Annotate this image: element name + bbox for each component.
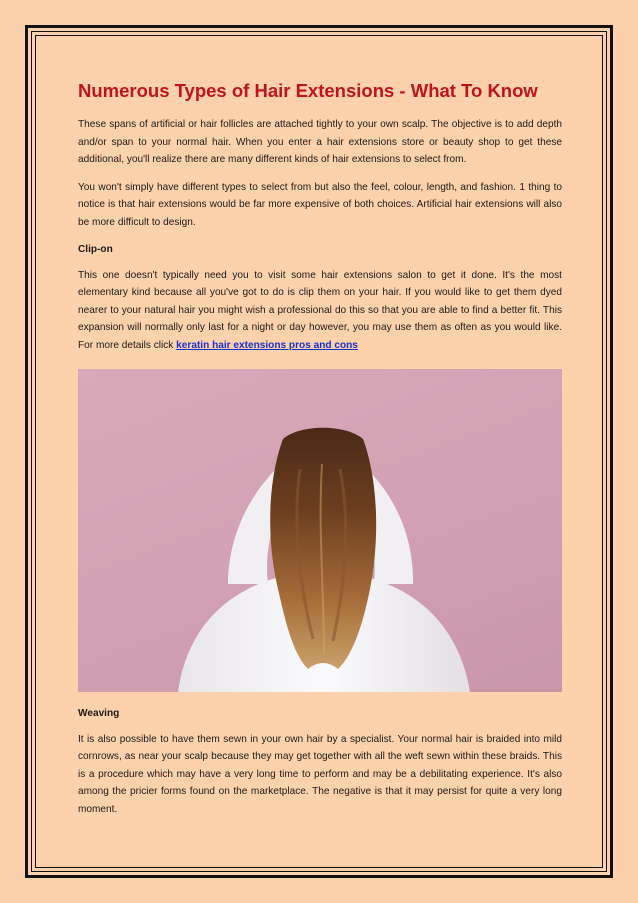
clipon-text: This one doesn't typically need you to visit some hair extensions salon to get it done. It's the most elementary kind because all you've got to do is clip them on your hair. If you would like to get them dyed nearer to your natural hair you might wish a professional do this so that you are able to find a better fit. This expansion will normally only last for a night or day however, you may use them as often as you would like. For more details click xyxy=(78,269,562,351)
intro-paragraph-2: You won't simply have different types to select from but also the feel, colour, length, and fashion. 1 thing to notice is that hair extensions would be far more expensive of both choices. Artificial hair extensions will also be more difficult to design. xyxy=(78,181,562,228)
keratin-link[interactable]: keratin hair extensions pros and cons xyxy=(176,339,358,351)
intro-paragraph-1: These spans of artificial or hair follicles are attached tightly to your own scalp. The objective is to add depth and/or span to your normal hair. When you enter a hair extensions store or beauty shop to get these additional, you'll realize there are many different kinds of hair extensions to select from. xyxy=(78,119,562,166)
article-title: Numerous Types of Hair Extensions - What To Know xyxy=(78,80,538,101)
clipon-paragraph xyxy=(78,267,562,355)
article xyxy=(78,80,562,829)
weaving-paragraph: It is also possible to have them sewn in your own hair by a specialist. Your normal hair is braided into mild cornrows, as near your scalp because they may get together with all the weft sewn within these braids. This is a procedure which may have a very long time to perform and may be a debilitating experience. It's also among the pricier forms found on the marketplace. The negative is that it may persist for quite a very long moment. xyxy=(78,733,562,815)
clipon-heading: Clip-on xyxy=(78,243,113,255)
woman-hair-illustration xyxy=(78,369,562,692)
weaving-heading: Weaving xyxy=(78,707,120,719)
hair-photo xyxy=(78,369,562,692)
